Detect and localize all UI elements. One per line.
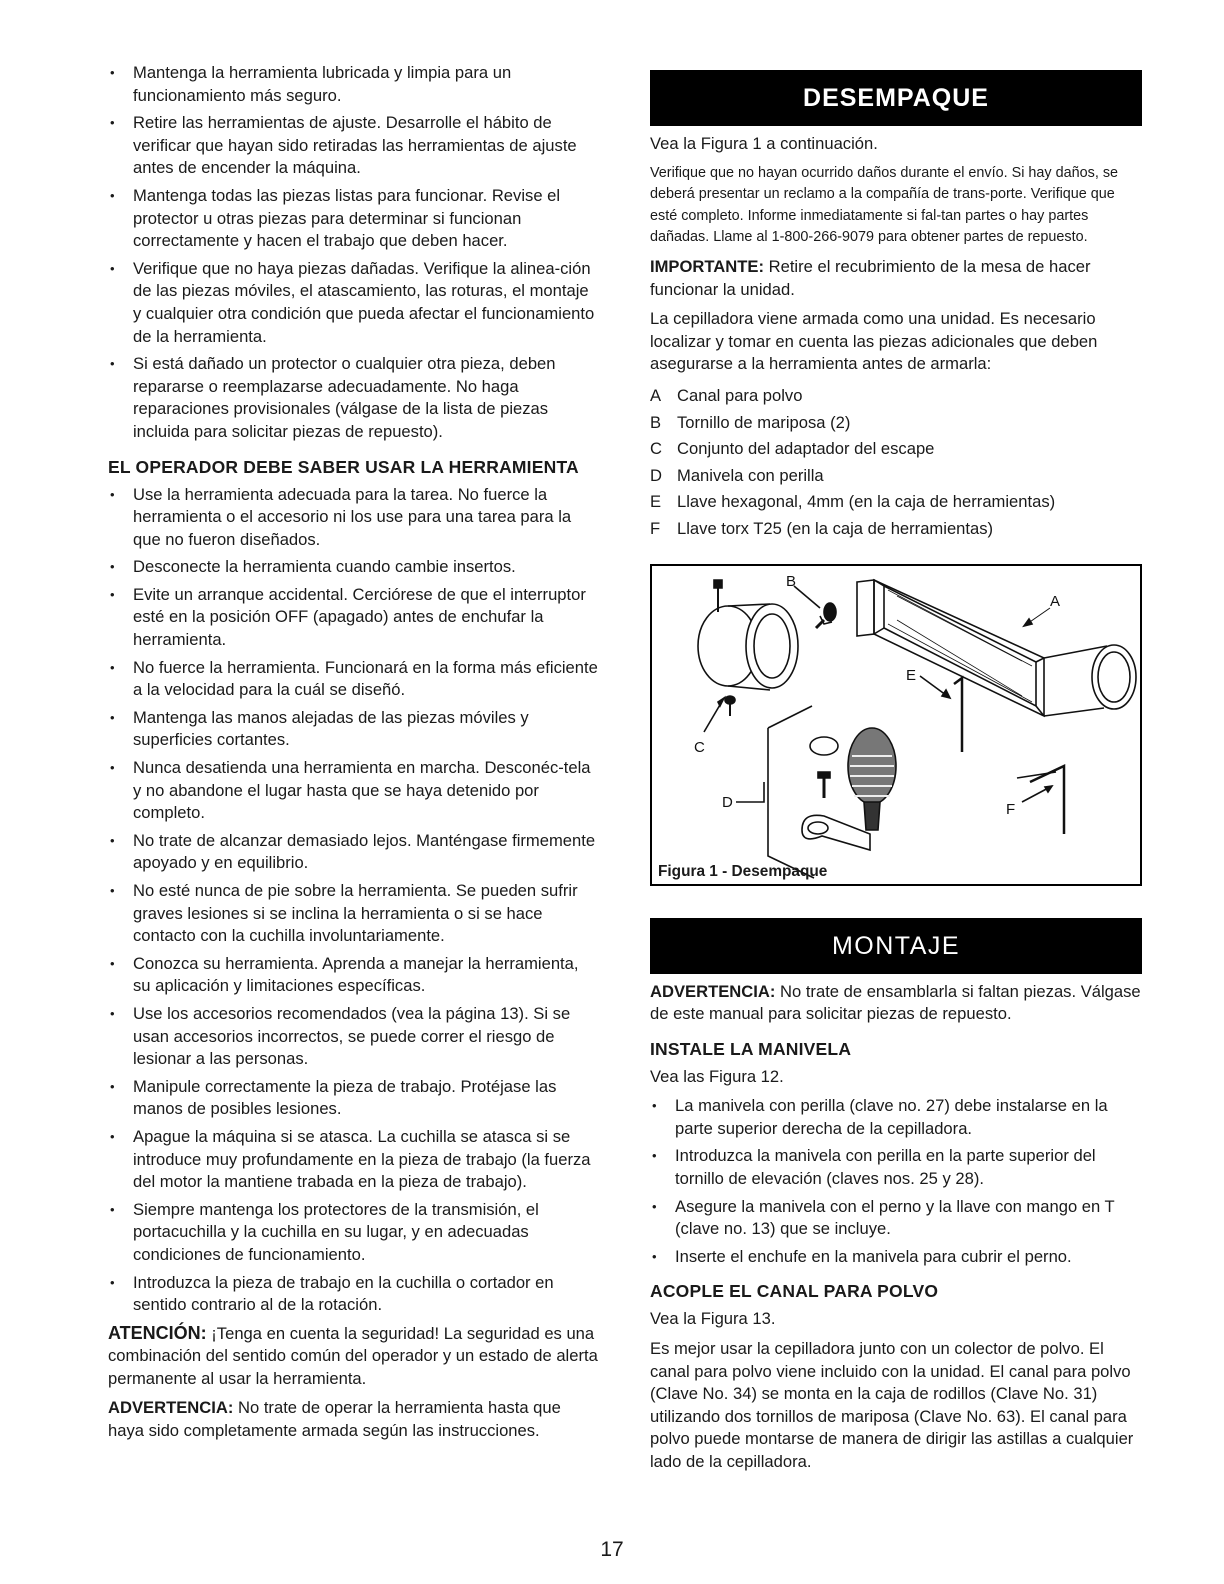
figure-1-unpacking [650,564,1142,886]
list-item: • Evite un arranque accidental. Cerciórese de que el interruptor esté en la posición OFF (apagado) antes de enchufar la herramienta. [108,584,598,652]
heading-operator: EL OPERADOR DEBE SABER USAR LA HERRAMIENTA [108,456,579,477]
list-item: • No esté nunca de pie sobre la herramienta. Se pueden sufrir graves lesiones si se inclina la herramienta o si se hace contacto con la cuchilla involuntariamente. [108,880,598,948]
heading-manivela: INSTALE LA MANIVELA [650,1038,852,1059]
part-row [650,489,1142,516]
list-item: • Siempre mantenga los protectores de la transmisión, el portacuchilla y la cuchilla en su lugar, y en adecuadas condiciones de funcionamiento. [108,1199,598,1267]
heading-canal: ACOPLE EL CANAL PARA POLVO [650,1281,939,1302]
list-item: • No trate de alcanzar demasiado lejos. Manténgase firmemente apoyado y en equilibrio. [108,830,598,875]
advertencia-paragraph [108,1397,598,1442]
figure-caption: Figura 1 - Desempaque [658,862,828,880]
part-row [650,410,1142,437]
importante-text: Retire el recubrimiento de la mesa de hacer funcionar la unidad. [650,256,1091,299]
list-item: • Mantenga la herramienta lubricada y limpia para un funcionamiento más seguro. [108,62,598,107]
label-f: F [1006,800,1016,818]
list-item: • Apague la máquina si se atasca. La cuchilla se atasca si se introduce muy profundamente en la pieza de trabajo (la fuerza del motor la mantiene trabada en la pieza de trabajo). [108,1126,598,1194]
part-key: D [650,465,662,485]
part-text: Canal para polvo [677,385,803,405]
label-e: E [906,666,917,684]
part-key: A [650,385,662,405]
part-key: B [650,412,662,432]
list-item: • Manipule correctamente la pieza de trabajo. Protéjase las manos de posibles lesiones. [108,1076,598,1121]
list-item: • Retire las herramientas de ajuste. Desarrolle el hábito de verificar que hayan sido retiradas las herramientas de ajuste antes de encender la máquina. [108,112,598,180]
montaje-warning-text: No trate de ensamblarla si faltan piezas. Válgase de este manual para solicitar piezas de repuesto. [650,981,1141,1024]
part-text: Llave torx T25 (en la caja de herramientas) [677,518,994,538]
list-item: • Conozca su herramienta. Aprenda a manejar la herramienta, su aplicación y limitaciones específicas. [108,953,598,998]
part-key: C [650,439,662,459]
wing-bolt-drawing [794,586,836,628]
part-row [650,436,1142,463]
parts-illustration [652,566,1140,880]
advertencia-label: ADVERTENCIA: [108,1398,234,1418]
part-text: Tornillo de mariposa (2) [677,412,851,432]
part-row [650,383,1142,410]
list-item: • Verifique que no haya piezas dañadas. Verifique la alinea-ción de las piezas móviles, el atascamiento, las roturas, el montaje y cualquier otra condición que pueda afectar el funcionamiento de la herramienta. [108,258,598,348]
advertencia-text: No trate de operar la herramienta hasta que haya sido completamente armada según las instrucciones. [108,1398,561,1441]
montaje-warning-label: ADVERTENCIA: [650,981,776,1001]
safety-list-operator [108,484,598,1317]
part-row [650,516,1142,543]
list-item: • La manivela con perilla (clave no. 27) debe instalarse en la parte superior derecha de la cepilladora. [650,1095,1142,1140]
label-b: B [786,572,797,590]
list-item: • Si está dañado un protector o cualquier otra pieza, deben repararse o reemplazarse adecuadamente. No haga reparaciones provisionales (válgase de la lista de piezas incluida para solicitar piezas de repuesto). [108,353,598,443]
label-a: A [1050,592,1061,610]
list-item: • Introduzca la pieza de trabajo en la cuchilla o cortador en sentido contrario al de la rotación. [108,1272,598,1317]
importante-label: IMPORTANTE: [650,256,764,276]
label-c: C [694,738,705,756]
list-item: • Use la herramienta adecuada para la tarea. No fuerce la herramienta o el accesorio ni los use para una tarea para la que no fueron diseñados. [108,484,598,552]
verify-paragraph: Verifique que no hayan ocurrido daños durante el envío. Si hay daños, se deberá presentar un reclamo a la compañía de trans-porte. Verifique que esté completo. Informe inmediatamente si fal-tan partes o hay partes dañadas. Llame al 1-800-266-9079 para obtener partes de repuesto. [650,164,1119,246]
see-figure-12: Vea las Figura 12. [650,1066,784,1086]
banner-desempaque: DESEMPAQUE [650,70,1142,126]
list-item: • Desconecte la herramienta cuando cambie insertos. [108,556,598,579]
canal-paragraph: Es mejor usar la cepilladora junto con un colector de polvo. El canal para polvo viene incluido con la unidad. El canal para polvo (Clave No. 34) se monta en la caja de rodillos (Clave No. 31) utilizando dos tornillos de mariposa (Clave No. 63). El canal para polvo puede montarse de manera de dirigir las astillas a cualquier lado de la cepilladora. [650,1339,1134,1471]
list-item: • Introduzca la manivela con perilla en la parte superior del tornillo de elevación (claves nos. 25 y 28). [650,1145,1142,1190]
list-item: • Mantenga todas las piezas listas para funcionar. Revise el protector u otras piezas para determinar si funcionan correctamente y hacen el trabajo que deben hacer. [108,185,598,253]
parts-list [650,383,1142,543]
part-row [650,463,1142,490]
list-item: • Asegure la manivela con el perno y la llave con mango en T (clave no. 13) que se incluye. [650,1196,1142,1241]
atencion-label: ATENCIÓN: [108,1322,207,1343]
right-column [650,70,1142,1481]
armada-paragraph: La cepilladora viene armada como una unidad. Es necesario localizar y tomar en cuenta las piezas adicionales que deben asegurarse a la herramienta antes de armarla: [650,309,1098,374]
see-figure-1: Vea la Figura 1 a continuación. [650,134,878,153]
exhaust-adapter-drawing [698,580,798,732]
label-d: D [722,793,733,811]
hex-key-drawing [920,676,962,752]
crank-handle-drawing [736,706,896,878]
part-text: Llave hexagonal, 4mm (en la caja de herramientas) [677,492,1056,512]
list-item: • Use los accesorios recomendados (vea la página 13). Si se usan accesorios incorrectos, se puede correr el riesgo de lesionar a las personas. [108,1003,598,1071]
torx-key-drawing [1017,766,1064,834]
banner-montaje: MONTAJE [650,918,1142,974]
list-item: • No fuerce la herramienta. Funcionará en la forma más eficiente a la velocidad para la cuál se diseñó. [108,657,598,702]
list-item: • Mantenga las manos alejadas de las piezas móviles y superficies cortantes. [108,707,598,752]
importante-paragraph [650,256,1142,301]
part-text: Conjunto del adaptador del escape [677,439,935,459]
manivela-list [650,1095,1142,1268]
page-number: 17 [600,1538,624,1561]
atencion-paragraph [108,1322,598,1391]
see-figure-13: Vea la Figura 13. [650,1309,776,1329]
part-text: Manivela con perilla [677,465,824,485]
safety-list-top [108,62,598,444]
part-key: E [650,492,662,512]
part-key: F [650,518,661,538]
atencion-text: ¡Tenga en cuenta la seguridad! La seguridad es una combinación del sentido común del operador y un estado de alerta permanente al usar la herramienta. [108,1323,598,1388]
list-item: • Nunca desatienda una herramienta en marcha. Desconéc-tela y no abandone el lugar hasta que se haya detenido por completo. [108,757,598,825]
list-item: • Inserte el enchufe en la manivela para cubrir el perno. [650,1246,1142,1269]
montaje-warning [650,981,1142,1026]
dust-chute-drawing [857,580,1136,716]
left-column [108,62,598,1450]
